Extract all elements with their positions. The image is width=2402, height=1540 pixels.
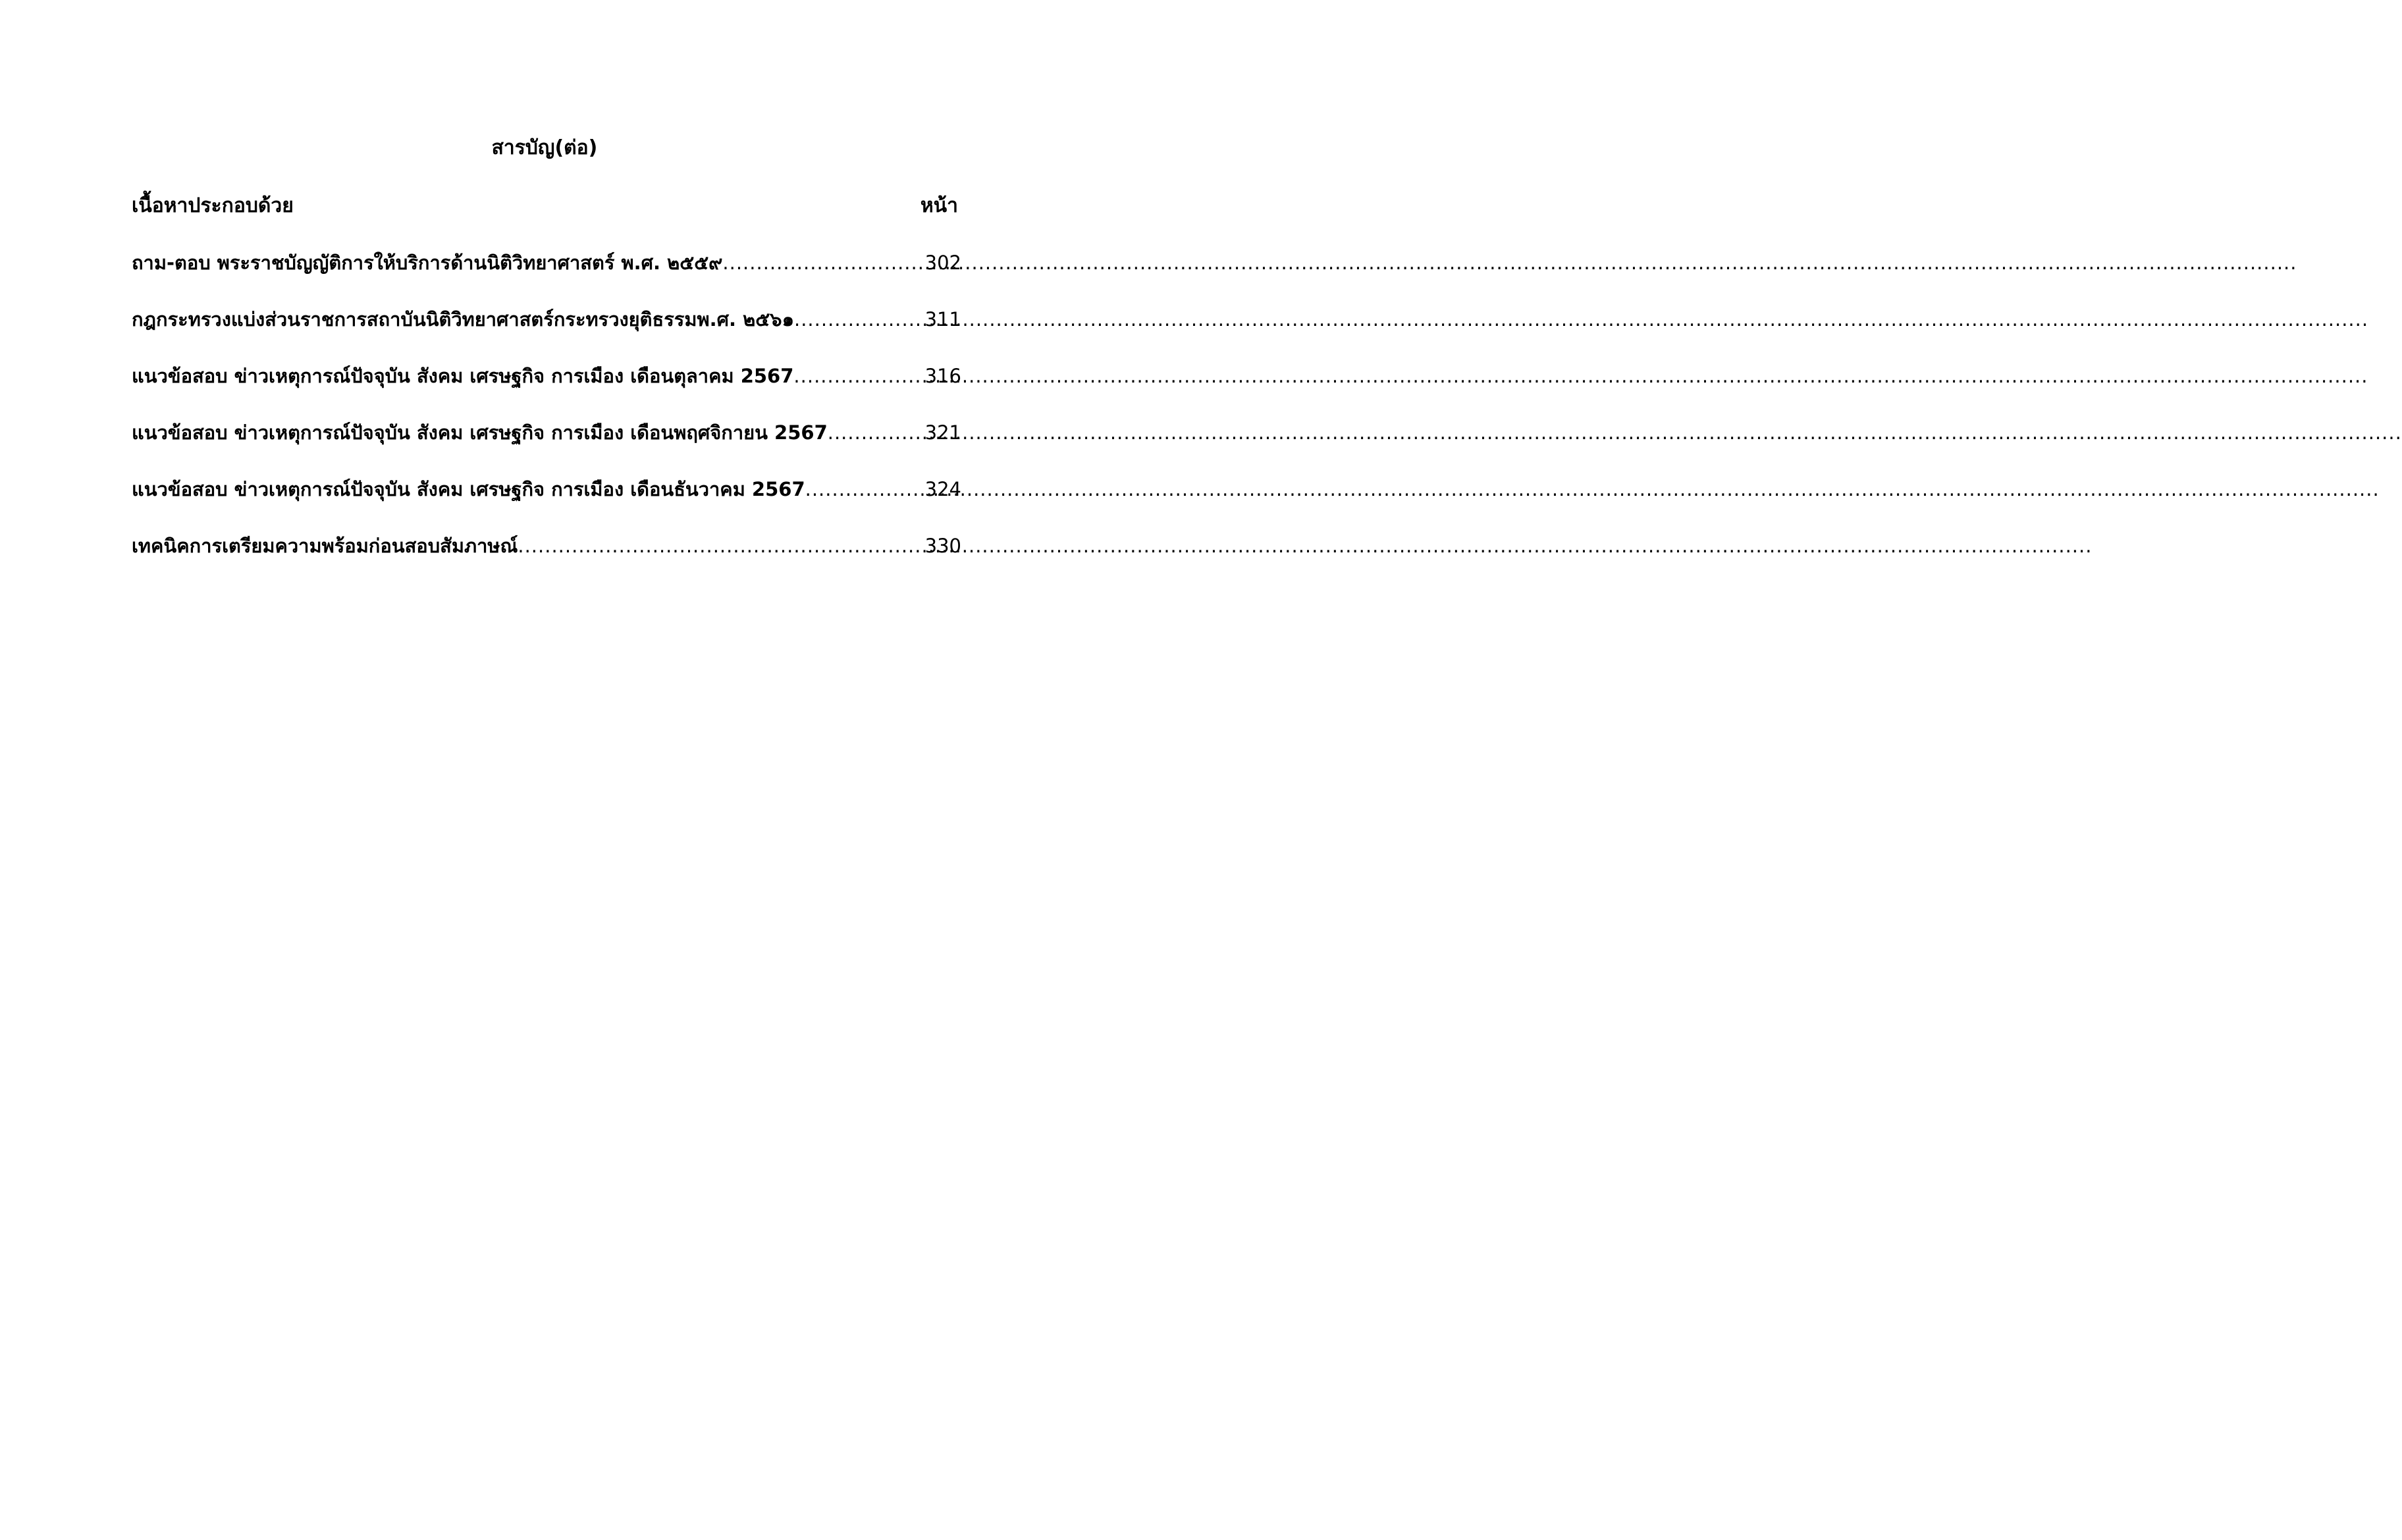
dot-leader: [828, 419, 924, 446]
toc-entry: [132, 532, 961, 589]
dot-leader: [794, 305, 924, 333]
dot-leader: [805, 475, 924, 503]
dot-leader: [793, 362, 923, 390]
toc-entry-page-number: 324: [924, 478, 961, 500]
toc-entry-page-number: 311: [924, 308, 961, 331]
toc-entry: [132, 362, 961, 419]
toc-entry: [132, 475, 961, 532]
toc-entry-page-number: 302: [924, 252, 961, 274]
toc-entry-title: เทคนิคการเตรียมความพร้อมก่อนสอบสัมภาษณ์: [132, 535, 518, 557]
toc-entry: [132, 419, 961, 475]
toc-header: [132, 192, 958, 220]
toc-entry-page-number: 330: [924, 535, 961, 557]
toc-entry-page-number: 321: [924, 421, 961, 444]
toc-entry-page-number: 316: [924, 365, 961, 387]
toc-entry: [132, 305, 961, 362]
toc-entry-title: แนวข้อสอบ ข่าวเหตุการณ์ปัจจุบัน สังคม เศรษฐกิจ การเมือง เดือนธันวาคม 2567: [132, 478, 805, 500]
toc-entry-title: แนวข้อสอบ ข่าวเหตุการณ์ปัจจุบัน สังคม เศรษฐกิจ การเมือง เดือนตุลาคม 2567: [132, 365, 794, 387]
toc-list: [132, 249, 961, 589]
dot-leader: [518, 532, 923, 560]
toc-header-contents-label: เนื้อหาประกอบด้วย: [132, 194, 294, 217]
toc-entry-title: กฎกระทรวงแบ่งส่วนราชการสถาบันนิติวิทยาศาสตร์กระทรวงยุติธรรมพ.ศ. ๒๕๖๑: [132, 308, 794, 331]
document-page: [0, 0, 1089, 1540]
toc-entry-title: ถาม-ตอบ พระราชบัญญัติการให้บริการด้านนิติวิทยาศาสตร์ พ.ศ. ๒๕๕๙: [132, 252, 723, 274]
toc-entry: [132, 249, 961, 305]
toc-entry-title: แนวข้อสอบ ข่าวเหตุการณ์ปัจจุบัน สังคม เศรษฐกิจ การเมือง เดือนพฤศจิกายน 2567: [132, 421, 828, 444]
toc-header-page-label: หน้า: [920, 194, 958, 217]
toc-title: สารบัญ(ต่อ): [491, 136, 598, 159]
dot-leader: [722, 249, 923, 277]
